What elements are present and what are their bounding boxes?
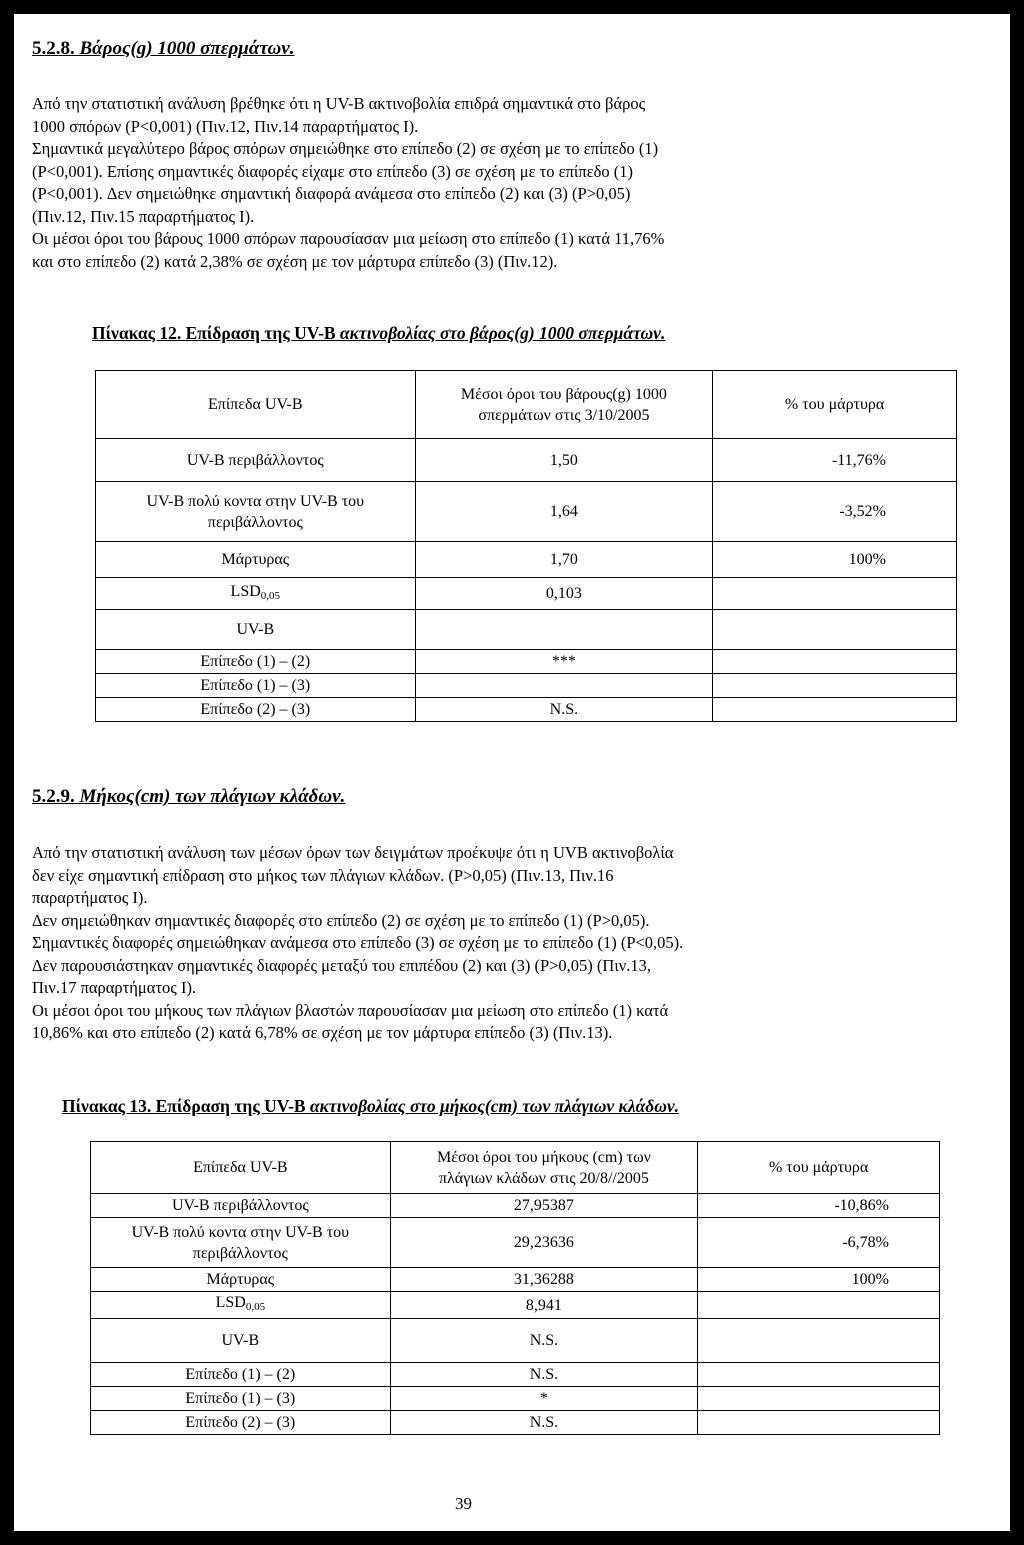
level-cell <box>96 482 416 542</box>
level-cell: Μάρτυρας <box>96 542 416 578</box>
lsd-subscript: 0,05 <box>260 589 281 602</box>
empty-cell <box>713 650 957 674</box>
comparison-label: Επίπεδο (2) – (3) <box>96 698 416 722</box>
empty-cell <box>698 1363 940 1387</box>
section-heading-5-2-8 <box>32 38 294 60</box>
lsd-label-cell <box>96 578 416 610</box>
empty-cell <box>713 674 957 698</box>
level-line: UV-B πολύ κοντα στην UV-B του <box>131 1223 350 1241</box>
empty-cell <box>415 610 713 650</box>
table-row <box>91 1218 940 1268</box>
table-12 <box>95 370 957 722</box>
header-line: Μέσοι όροι του μήκους (cm) των <box>437 1148 651 1166</box>
comparison-value: N.S. <box>390 1363 698 1387</box>
text-line: παραρτήματος Ι). <box>32 888 148 907</box>
mean-cell: 29,23636 <box>390 1218 698 1268</box>
text-line: (Πιν.12, Πιν.15 παραρτήματος Ι). <box>32 206 255 226</box>
comparison-label: Επίπεδο (1) – (3) <box>96 674 416 698</box>
text-line: Πιν.17 παραρτήματος Ι). <box>32 978 197 997</box>
comparison-row <box>96 698 957 722</box>
comparison-value: N.S. <box>415 698 713 722</box>
mean-cell: 31,36288 <box>390 1268 698 1292</box>
header-cell: % του μάρτυρα <box>698 1142 940 1194</box>
level-cell: UV-B περιβάλλοντος <box>91 1194 391 1218</box>
comparison-row <box>91 1411 940 1435</box>
comparison-label: Επίπεδο (1) – (3) <box>91 1387 391 1411</box>
text-line: Από την στατιστική ανάλυση των μέσων όρων των δειγμάτων προέκυψε ότι η UVB ακτινοβολία <box>32 843 674 862</box>
text-line: 1000 σπόρων (P<0,001) (Πιν.12, Πιν.14 παραρτήματος Ι). <box>32 116 419 136</box>
table-row <box>96 482 957 542</box>
text-line: δεν είχε σημαντική επίδραση στο μήκος των πλάγιων κλάδων. (P>0,05) (Πιν.13, Πιν.16 <box>32 865 614 885</box>
pct-cell: -10,86% <box>698 1194 940 1218</box>
text-line: Από την στατιστική ανάλυση βρέθηκε ότι η UV-B ακτινοβολία επιδρά σημαντικά στο βάρος <box>32 94 646 113</box>
comparison-title-row <box>96 610 957 650</box>
lsd-row <box>91 1292 940 1319</box>
empty-cell <box>698 1411 940 1435</box>
table-header-row <box>91 1142 940 1194</box>
mean-cell: 1,50 <box>415 439 713 482</box>
comparison-label: Επίπεδο (1) – (2) <box>96 650 416 674</box>
text-line: (P<0,001). Επίσης σημαντικές διαφορές είχαμε στο επίπεδο (3) σε σχέση με το επίπεδο (1) <box>32 161 634 181</box>
comparison-row <box>96 650 957 674</box>
document-page <box>14 14 1010 1531</box>
header-cell: Επίπεδα UV-B <box>91 1142 391 1194</box>
lsd-label-cell <box>91 1292 391 1319</box>
mean-cell: 1,70 <box>415 542 713 578</box>
empty-cell <box>713 610 957 650</box>
page-number: 39 <box>455 1494 472 1513</box>
text-line: 10,86% και στο επίπεδο (2) κατά 6,78% σε σχέση με τον μάρτυρα επίπεδο (3) (Πιν.13). <box>32 1023 613 1042</box>
pct-cell: -3,52% <box>713 482 957 542</box>
comparison-value: * <box>390 1387 698 1411</box>
lsd-label: LSD <box>230 582 261 600</box>
text-line: Σημαντικά μεγαλύτερο βάρος σπόρων σημειώθηκε στο επίπεδο (2) σε σχέση με το επίπεδο (1) <box>32 139 659 158</box>
comparison-label: Επίπεδο (1) – (2) <box>91 1363 391 1387</box>
section-title: Μήκος(cm) των πλάγιων κλάδων. <box>79 786 346 807</box>
section-number: 5.2.8. <box>32 38 75 59</box>
lsd-subscript: 0,05 <box>245 1301 266 1313</box>
lsd-label: LSD <box>215 1294 246 1311</box>
table-row <box>96 542 957 578</box>
level-cell <box>91 1218 391 1268</box>
comparison-title: UV-B <box>91 1319 391 1363</box>
pct-cell: -6,78% <box>698 1218 940 1268</box>
level-line: περιβάλλοντος <box>207 513 303 531</box>
comparison-row <box>91 1387 940 1411</box>
lsd-row <box>96 578 957 610</box>
text-line: (P<0,001). Δεν σημειώθηκε σημαντική διαφορά ανάμεσα στο επίπεδο (2) και (3) (P>0,05) <box>32 184 631 203</box>
header-cell <box>415 371 713 439</box>
empty-cell <box>713 698 957 722</box>
caption-label: Πίνακας 13. <box>62 1096 152 1116</box>
level-line: UV-B πολύ κοντα στην UV-B του <box>146 492 365 510</box>
table-13 <box>90 1141 940 1435</box>
comparison-value: *** <box>415 650 713 674</box>
header-line: σπερμάτων στις 3/10/2005 <box>478 406 650 424</box>
caption-italic: ακτινοβολίας στο μήκος(cm) των πλάγιων κλάδων. <box>309 1096 680 1116</box>
caption-prefix: Επίδραση της UV-B <box>185 323 336 343</box>
section-number: 5.2.9. <box>32 786 75 807</box>
caption-italic: ακτινοβολίας στο βάρος(g) 1000 σπερμάτων. <box>339 323 666 343</box>
section-title: Βάρος(g) 1000 σπερμάτων. <box>79 38 295 59</box>
table-row <box>96 439 957 482</box>
text-line: και στο επίπεδο (2) κατά 2,38% σε σχέση με τον μάρτυρα επίπεδο (3) (Πιν.12). <box>32 251 558 271</box>
header-line: Μέσοι όροι του βάρους(g) 1000 <box>460 385 667 403</box>
comparison-title: UV-B <box>96 610 416 650</box>
comparison-title-row <box>91 1319 940 1363</box>
text-line: Σημαντικές διαφορές σημειώθηκαν ανάμεσα στο επίπεδο (3) σε σχέση με το επίπεδο (1) (P<0,05). <box>32 933 684 952</box>
comparison-value <box>415 674 713 698</box>
mean-cell: 1,64 <box>415 482 713 542</box>
lsd-value-cell: 0,103 <box>415 578 713 610</box>
caption-label: Πίνακας 12. <box>92 323 182 343</box>
pct-cell: 100% <box>698 1268 940 1292</box>
table-header-row <box>96 371 957 439</box>
section-529-paragraph <box>32 842 902 1045</box>
empty-cell <box>698 1387 940 1411</box>
lsd-value-cell: 8,941 <box>390 1292 698 1319</box>
text-line: Οι μέσοι όροι του μήκους των πλάγιων βλαστών παρουσίασαν μια μείωση στο επίπεδο (1) κατά <box>32 1000 669 1020</box>
comparison-row <box>96 674 957 698</box>
table-13-caption <box>62 1096 679 1117</box>
section-528-paragraph <box>32 93 902 273</box>
pct-cell: 100% <box>713 542 957 578</box>
pct-cell: -11,76% <box>713 439 957 482</box>
empty-cell <box>698 1292 940 1319</box>
empty-cell <box>713 578 957 610</box>
comparison-title-value: N.S. <box>390 1319 698 1363</box>
header-cell: % του μάρτυρα <box>713 371 957 439</box>
header-line: πλάγιων κλάδων στις 20/8//2005 <box>438 1169 649 1187</box>
text-line: Δεν παρουσιάστηκαν σημαντικές διαφορές μεταξύ του επιπέδου (2) και (3) (P>0,05) (Πιν.13, <box>32 955 651 975</box>
comparison-label: Επίπεδο (2) – (3) <box>91 1411 391 1435</box>
table-row <box>91 1268 940 1292</box>
comparison-value: N.S. <box>390 1411 698 1435</box>
table-12-caption <box>92 323 665 344</box>
comparison-row <box>91 1363 940 1387</box>
header-cell: Επίπεδα UV-B <box>96 371 416 439</box>
mean-cell: 27,95387 <box>390 1194 698 1218</box>
caption-prefix: Επίδραση της UV-B <box>155 1096 306 1116</box>
text-line: Οι μέσοι όροι του βάρους 1000 σπόρων παρουσίασαν μια μείωση στο επίπεδο (1) κατά 11,76% <box>32 229 665 248</box>
text-line: Δεν σημειώθηκαν σημαντικές διαφορές στο επίπεδο (2) σε σχέση με το επίπεδο (1) (P>0,05). <box>32 910 650 930</box>
level-cell: UV-B περιβάλλοντος <box>96 439 416 482</box>
empty-cell <box>698 1319 940 1363</box>
header-cell <box>390 1142 698 1194</box>
level-cell: Μάρτυρας <box>91 1268 391 1292</box>
section-heading-5-2-9 <box>32 786 345 808</box>
level-line: περιβάλλοντος <box>192 1244 288 1262</box>
table-row <box>91 1194 940 1218</box>
